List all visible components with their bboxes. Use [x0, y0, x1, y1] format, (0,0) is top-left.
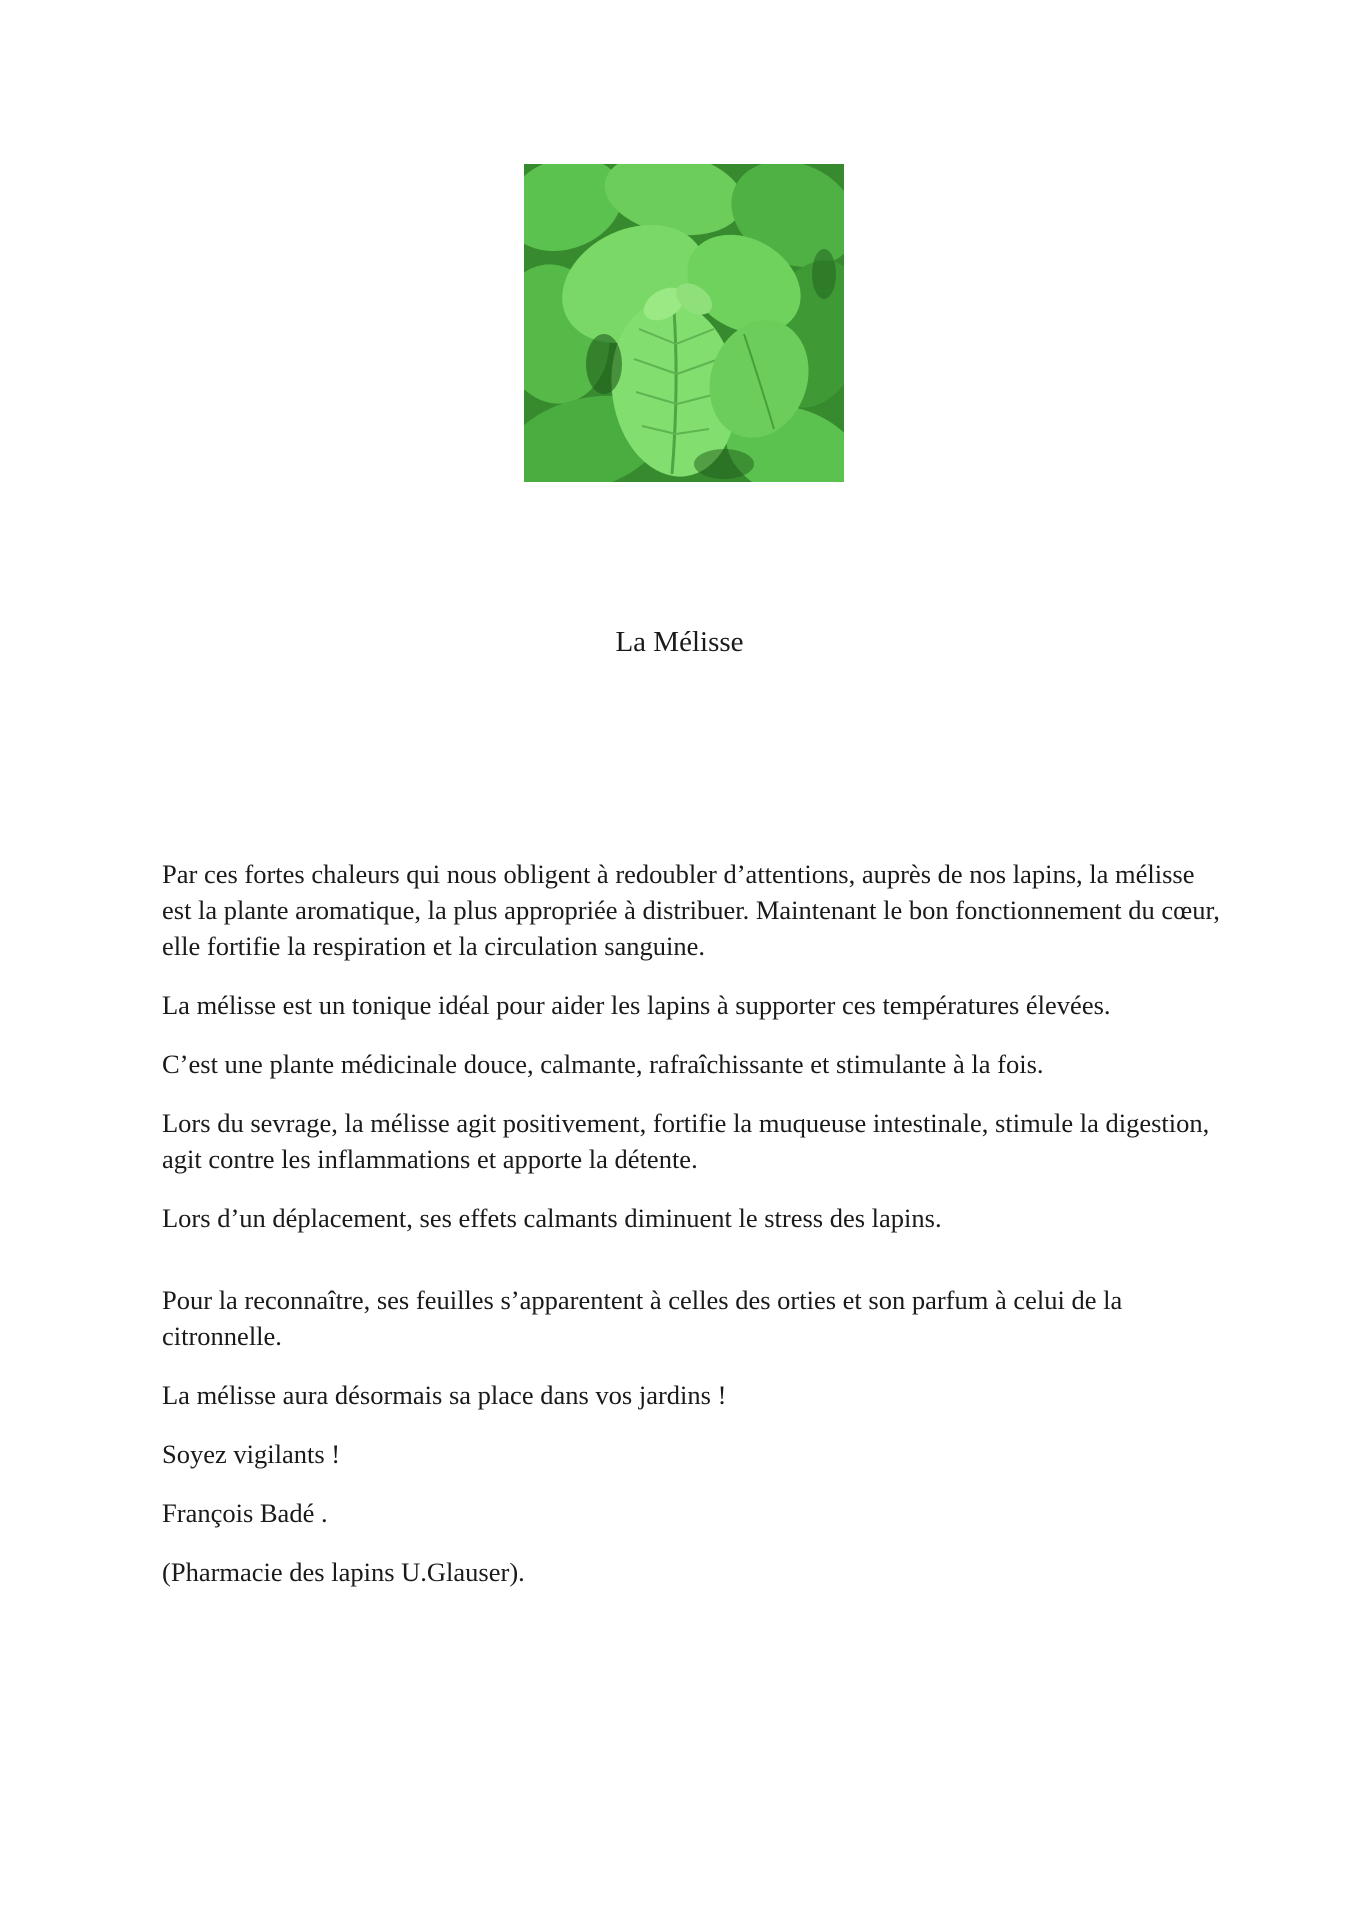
paragraph: Pour la reconnaître, ses feuilles s’apparentent à celles des orties et son parfum à celui de la citronnelle.: [162, 1285, 1123, 1351]
affiliation: (Pharmacie des lapins U.Glauser).: [162, 1557, 525, 1587]
paragraph: Lors du sevrage, la mélisse agit positivement, fortifie la muqueuse intestinale, stimule la digestion, agit contre les inflammations et apporte la détente.: [162, 1108, 1210, 1174]
paragraph: C’est une plante médicinale douce, calmante, rafraîchissante et stimulante à la fois.: [162, 1049, 1044, 1079]
paragraph: Par ces fortes chaleurs qui nous obligent à redoubler d’attentions, auprès de nos lapins, la mélisse est la plante aromatique, la plus appropriée à distribuer. Maintenant le bon fonctionnement du cœur, elle fortifie la respiration et la circulation sanguine.: [162, 859, 1220, 961]
paragraph: Lors d’un déplacement, ses effets calmants diminuent le stress des lapins.: [162, 1203, 942, 1233]
paragraph: Soyez vigilants !: [162, 1439, 341, 1469]
lemon-balm-photo: [524, 164, 844, 482]
signature: François Badé .: [162, 1498, 328, 1528]
document-body: [162, 856, 1222, 1613]
paragraph: La mélisse est un tonique idéal pour aider les lapins à supporter ces températures élevées.: [162, 990, 1111, 1020]
paragraph: La mélisse aura désormais sa place dans vos jardins !: [162, 1380, 727, 1410]
leaf-illustration: [524, 164, 844, 482]
document-title: La Mélisse: [615, 626, 744, 658]
